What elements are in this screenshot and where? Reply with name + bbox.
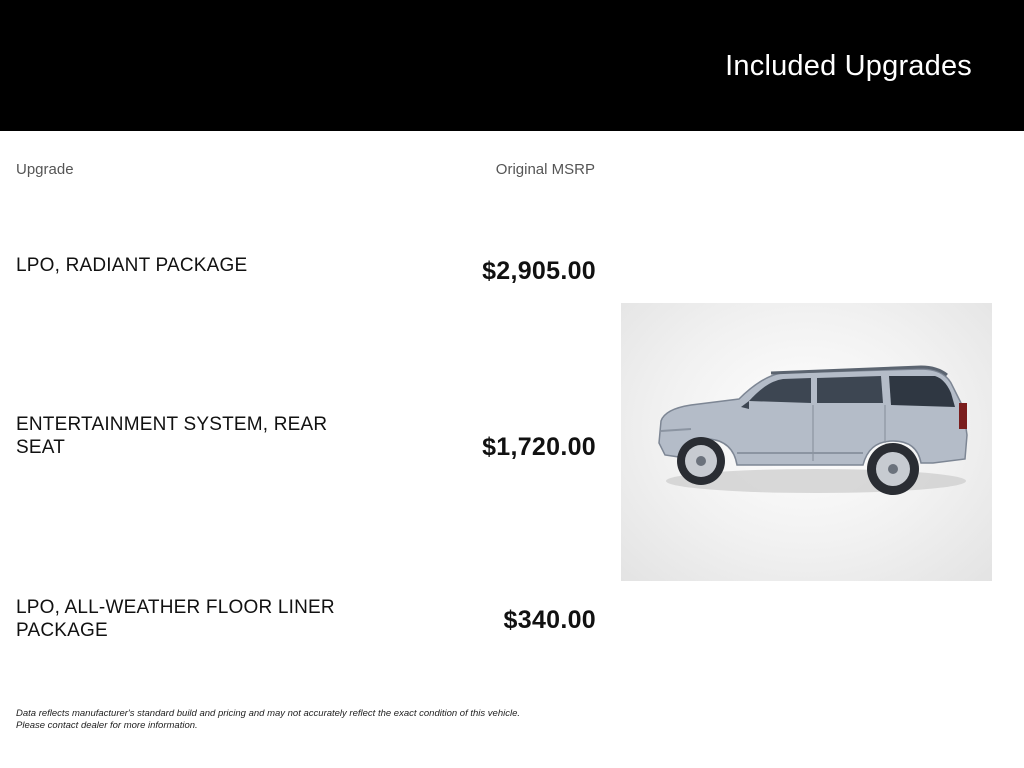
upgrade-name: LPO, ALL-WEATHER FLOOR LINER PACKAGE: [16, 597, 335, 641]
disclaimer-line: Data reflects manufacturer's standard build and pricing and may not accurately reflect the exact condition of this vehicle.: [16, 708, 520, 719]
upgrade-row: [16, 413, 596, 463]
header-banner: [0, 0, 1024, 131]
page-title: Included Upgrades: [725, 50, 972, 82]
upgrade-price: $340.00: [503, 606, 596, 634]
column-header-upgrade: Upgrade: [16, 161, 74, 178]
upgrade-row: [16, 596, 596, 646]
upgrade-row: [16, 254, 596, 294]
column-header-original-msrp: Original MSRP: [495, 161, 595, 178]
disclaimer-line: Please contact dealer for more information.: [16, 720, 198, 731]
upgrade-price: $2,905.00: [482, 257, 596, 285]
vehicle-photo: [621, 303, 992, 581]
suv-icon: [621, 303, 992, 581]
upgrade-name: ENTERTAINMENT SYSTEM, REAR SEAT: [16, 414, 328, 458]
disclaimer: [16, 708, 616, 732]
upgrade-name: LPO, RADIANT PACKAGE: [16, 255, 248, 276]
upgrade-price: $1,720.00: [482, 433, 596, 461]
